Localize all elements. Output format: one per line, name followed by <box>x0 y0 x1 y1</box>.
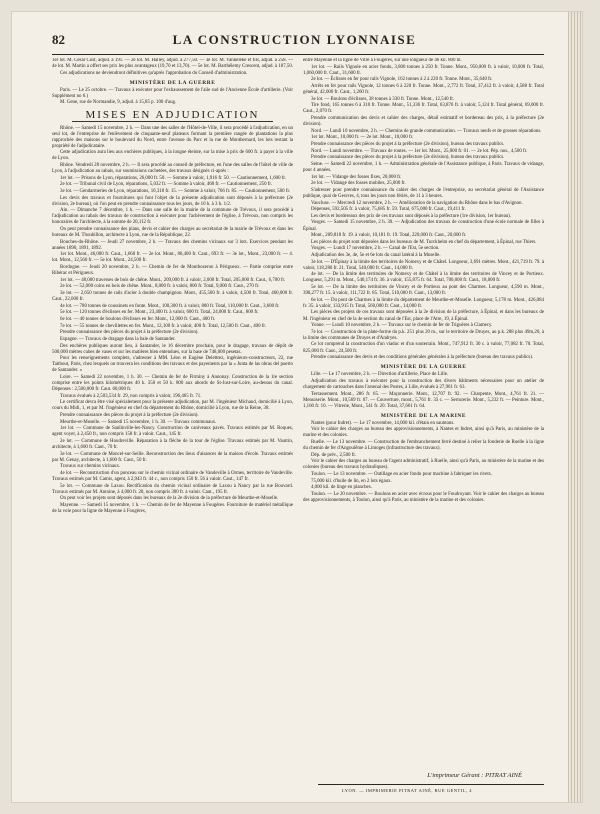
notice-paragraph: Toulon. — Le 20 novembre. — Boulons en acier avec écrous pour le Foudroyant. Voir le cahier des charges au bureau des approvisionnements, à Toulon, ainsi qu'à Paris, au ministère de la marine et des colonies. <box>303 492 544 504</box>
notice-paragraph: Cette adjudication aura lieu aux enchères publiques, à la longue éteinte, sur la mise à prix de 600 fr. à payer à la ville de Lyon. <box>52 150 293 162</box>
notice-paragraph: S'adresser pour prendre connaissance du cahier des charges de l'entreprise, au secrétariat général de l'Assistance publique, quai de Gesvres, 4, tous les jours non fériés, de 11 à 3 heures. <box>303 187 544 199</box>
notice-paragraph: Vaucluse. — Mercredi 12 novembre, 2 h. — Amélioration de la navigation du Rhône dans le bas d'Avignon. <box>311 200 523 206</box>
notice-paragraph: Bordogne. — Jeudi 20 novembre, 2 h. — Chemin de fer de Montbozeron à Périgueux. — Partie comprise entre Ribérac et Périgueux. <box>52 265 293 277</box>
notice-paragraph: Prendre connaissance des devis et des conditions générales générales à la préfecture (bureau des travaux publics). <box>311 355 534 361</box>
notice-paragraph: Arrêts en fer pour rails Vignole, 12 tonnes 6 à 220 fr. Tonne. Mont., 2,772 fr. Total, 37,412 fr. à valoir, 4,588 fr. Total général, 42,000 fr. Caut., 1,260 fr. <box>303 83 544 96</box>
page-header <box>52 32 544 55</box>
notice-paragraph: Lille. — Le 17 novembre, 2 h. — Direction d'artillerie, Place de Lille. <box>311 372 449 378</box>
notice-paragraph: Prendre communication des devis et cahier des charges, détail estimatif et bordereau des prix, à la préfecture (2e division). <box>303 115 544 128</box>
notice-paragraph: Les devis et bordereaux des prix de ces travaux sont déposés à la préfecture (1re division, 1er bureau). <box>311 213 512 219</box>
notice-paragraph: entre Mayenne et la ligne de Vitré à Fougères, sur une longueur de 46 kil. 800 m. <box>303 58 462 63</box>
notice-paragraph: Nord. — Lundi novembre. — Travaux de routes. — 1er lot. Mont., 25,000 fr. 01. — 2e lot. Pép. nos., 4,500 fr. <box>311 148 528 154</box>
notice-paragraph: Nantes (pour Indret). — Le 17 novembre, 14,000 kil. d'étain en saumons. <box>311 420 455 426</box>
notice-paragraph: Travaux évalués à 2,503,534 fr. 29, non compris à valoir, 196,465 fr. 71. <box>60 393 202 399</box>
notice-paragraph: Prendre connaissance des pièces du projet à la préfecture (2e division). <box>60 413 199 419</box>
notice-paragraph: 1er lot. — Vidange des fosses fixes, 20,000 fr. <box>311 174 402 180</box>
footer-rule <box>318 784 544 785</box>
notice-paragraph: Ain. — Dimanche 7 décembre, 1 h. — Dans une salle de la mairie de la commune de Trévoux, il sera procédé à l'adjudication au rabais des travaux de construction à exécuter pour l'achèvement de l'église, à Trévoux, non compris les honoraires de l'architecte, à la somme de 20,112 fr. <box>52 208 293 226</box>
notice-paragraph: Ruelle. — Le 13 novembre. — Construction de l'embranchement ferré destiné à relier la fonderie de Ruelle à la ligne du chemin de fer d'Angoulême à Limoges (infrastructure des travaux). <box>303 440 544 452</box>
notice-paragraph: Rhône. Vendredi 28 novembre, 2 h. — Il sera procédé au conseil de préfecture, en l'une des salles de l'hôtel de ville de Lyon, à l'adjudication au rabais, sur soumissions cachetées, des travaux désignés ci-après : <box>52 163 293 175</box>
notice-paragraph: 1er lot. — Commune de Sanlinville-les-Nancy. Construction de caniveaux pavés. Travaux estimés par M. Roques, agent voyer, à 2,450 fr., non compris 158 fr. à valoir. Caut., 145 fr. <box>52 426 293 438</box>
page-number: 82 <box>52 32 65 47</box>
notice-paragraph: 1er lot. — Prisons de Lyon, réparations, 26,000 fr. 50. — Somme à valoir, 1,916 fr. 50. — Cautionnement, 1,600 fr. <box>60 175 286 181</box>
notice-paragraph: Seine. — Samedi 22 novembre, 1 h. — Administration générale de l'Assistance publique, à Paris. Travaux de vidange, pour 4 années. <box>303 161 544 173</box>
notice-paragraph: Adjudication des 3e, 4e, 5e et 6e lots du canal latéral à la Moselle. <box>311 253 441 259</box>
notice-paragraph: 4e lot. — 780 tonnes de coussinets en fonte. Mont., 100,300 fr. à valoir, 800 fr. Total, 110,000 fr. Caut., 3,600 fr. <box>60 303 280 309</box>
notice-paragraph: On peut voir les projets sont déposés dans les bureaux de la 2e division de la préfecture de Meurthe-et-Moselle. <box>60 496 279 502</box>
notice-paragraph: M. Gene, rue de Normandie, 9, adjud. à 15,85 p. 100 d'aug. <box>60 100 177 106</box>
notice-paragraph: Vosges. — Samedi 15 novembre, 2 h. 30. — Adjudication des travaux de construction d'une école normale de filles à Épinal. <box>303 220 544 232</box>
notice-paragraph: 5e lot. — De la limite des territoires de Vincey et de Portieux au pont des Charmes. Longueur, 4,590 m. Mont., 398,277 fr. 15. à valoir, 111,722 fr. 85. Total, 510,000 fr. Caut., 13,000 fr. <box>303 285 544 297</box>
notice-paragraph: 2e lot. — Vidange des fosses mobiles, 25,000 fr. <box>311 181 406 187</box>
right-column <box>303 58 544 768</box>
notice-paragraph: Paris. — Le 25 octobre. — Travaux à exécuter pour l'exhaussement de l'aile sud de l'Ancienne École d'artillerie. (Voir Supplément no 6.) <box>52 87 293 99</box>
notice-paragraph: 3e lot. — Boulons d'éclisses, 38 tonnes à 330 fr. Tonne. Mont., 12,540 fr. <box>311 96 454 102</box>
notice-paragraph: Loire. — Samedi 22 novembre, 1 h. 30. — Chemin de fer de Firminy à Annonay. Construction de la 1re section comprise entre les points kilométriques 40 k. 350 et 50 k. 800 aux abords de St-Just-sur-Loire, au-dessus du canal. Dépenses : 2,500,000 fr. Caut. 60,000 fr. <box>52 375 293 393</box>
notice-paragraph: Le certificat devra être visé spécialement pour la présente adjudication, par M. l'ingénieur Michaud, domicilié à Lyon, cours du Midi, 1, et par M. l'ingénieur en chef du département du Rhône, domicilié à Lyon, rue de la Reine, 38. <box>52 400 293 412</box>
notice-paragraph: Dép. de prév., 2,500 fr. <box>311 452 356 458</box>
notice-paragraph: Toulon. — Le 13 novembre. — Outillage en acier fondu pour machine à fabriquer les rivets. <box>311 472 492 478</box>
notice-paragraph: 4e lot. — Reconstruction d'un ponceau sur le chemin vicinal ordinaire de Vandeville à Ormes, territoire de Vandeville. Travaux estimés par M. Camis, agent, à 2,943 fr. 44 c., non compris 150 fr. 56 à valoir. Caut., 147 fr. <box>52 471 293 483</box>
journal-title: LA CONSTRUCTION LYONNAISE <box>172 32 417 47</box>
notice-paragraph: 7e lot. — 55 tonnes de chevillettes en fer. Mont., 12,100 fr. à valoir, 400 fr. Total, 12,500 fr. Caut., 400 fr. <box>60 323 266 329</box>
notice-paragraph: 2e lot. — 52,000 coins en bois de chêne. Mont., 8,000 fr. à valoir, 800 fr. Total, 9,000 fr. Caut., 270 fr. <box>60 284 260 290</box>
notice-paragraph: Prendre connaissance des pièces du projet à la préfecture (2e division), bureau des travaux publics. <box>311 141 505 147</box>
notice-paragraph: Prendre connaissance des pièces du projet à la préfecture (2e division). <box>60 330 199 336</box>
notice-paragraph: Bouches-du-Rhône. — Jeudi 27 novembre, 2 h. — Travaux des chemins vicinaux sur 3 lots. Exercices pendant les années 1890, 1891, 1892. <box>52 239 293 251</box>
section-title: MISES EN ADJUDICATION <box>85 108 260 121</box>
printer-imprint: LYON. — IMPRIMERIE PITRAT AINÉ, RUE GENTIL, 4 <box>342 788 472 793</box>
notice-paragraph: 1er lot. — Rails Vignole en acier fondu, 3,800 tonnes à 250 fr. Tonne. Mont., 950,000 fr. à valoir, 10,000 fr. Total, 1,060,000 fr. Caut., 31,600 fr. <box>303 64 544 76</box>
notice-paragraph: 2e lot. — Tribunal civil de Lyon, réparations, 5,032 fr. — Somme à valoir, 468 fr. — Cautionnement, 250 fr. <box>60 182 272 188</box>
notice-paragraph: Vosges. — Lundi 17 novembre, 2 h. — Canal de l'Est, 5e section. <box>311 246 440 252</box>
notice-paragraph: Ces adjudications ne deviendront définitives qu'après l'approbation du Conseil d'administration. <box>60 70 248 76</box>
journal-page <box>12 12 582 802</box>
notice-paragraph: Voir le cahier des charges au bureau des approvisionnements, à Nantes et Indret, ainsi qu'à Paris, au ministère de la marine et des colonies. <box>303 427 544 439</box>
notice-paragraph: 3e lot. — Commune de Moncel-sur-Seille. Reconstruction des lieux d'aisances de la maison d'école. Travaux estimés par M. Genay, architecte, à 1,600 fr. Caut., 50 fr. <box>52 451 293 463</box>
left-column <box>52 58 293 768</box>
ministry-heading: MINISTÈRE DE LA MARINE <box>380 412 467 419</box>
notice-paragraph: Nord. — Lundi 10 novembre, 2 h. — Chemins de grande communication. — Travaux neufs et de grosses réparations. <box>311 128 542 134</box>
notice-paragraph: 1er lot. M. César Cost, adjud. à 191. — 2e lot. M. Halley, adjud. à 277,50. — 3e lot. M. Vankeleke et fils, adjud. à 258. — 4e lot. M. Martin a offert ses prix les plus avantageux (19,70 et 13,70). — 5e lot. M. Barthélemy Crescent, adjud. à 107,50. <box>52 58 293 70</box>
notice-paragraph: Les devis des travaux et fournitures qui font l'objet de la présente adjudication sont déposés à la préfecture (2e division, 2e bureau), où l'on peut en prendre connaissance tous les jours, de 10 h. à 3 h. 1/2. <box>52 195 293 207</box>
ministry-heading: MINISTÈRE DE LA GUERRE <box>380 364 467 371</box>
notice-paragraph: 6e lot. — 40 tonnes de boulons d'éclisses en fer. Mont., 12,000 fr. Caut., 400 fr. <box>60 317 216 323</box>
notice-paragraph: 4,000 kil. de linge en planches. <box>311 485 372 491</box>
notice-paragraph: Rhône. — Samedi 15 novembre, 2 h. — Dans une des salles de l'Hôtel-de-Ville, il sera procédé à l'adjudication, en un seul lot, de l'entreprise de l'enlèvement de cinquante-neuf plateaux formant la première rangée de plantations la plus rapprochée des maisons sur le boulevard du Nord, entre l'avenue du Parc et la rue de Montbernard, les lots restant la propriété de l'adjudicataire. <box>52 125 293 149</box>
notice-paragraph: 2e lot. — Éclisses en fer pour rails Vignole, 162 tonnes à 2 à 220 fr. Tonne. Mont., 35,640 fr. <box>311 77 493 83</box>
notice-paragraph: Terrassement. Mont., 286 fr. 65. — Maçonnerie. Mont., 12,707 fr. 92. — Charpente, Mont., 4,761 fr. 21. — Menuiserie. Mont., 10,569 fr. 07. — Couverture, mont., 5,761 fr. 33 c. — Serrurerie. Mont., 5,232 fr. — Peinture. Mont., 1,160 fr. 10. — Vitrerie, Mont., 541 fr. 20. Total, 37,661 fr. 64. <box>303 391 544 409</box>
notice-paragraph: 5e lot. — Commune de Laxou. Rectification du chemin vicinal ordinaire de Laxou à Nancy par la rue Bouvard. Travaux estimés par M. Antoine, à 4,000 fr. 20, non compris 300 fr. à valoir. Caut., 195 fr. <box>52 483 293 495</box>
notice-paragraph: 5e lot. — 120 tonnes d'éclisses en fer. Mont., 23,400 fr. à valoir, 600 fr. Total, 24,000 fr. Caut., 800 fr. <box>60 310 259 316</box>
notice-paragraph: Les pièces du projet sont déposées dans les bureaux de M. Turckheim en chef du département, à Épinal, rue Thiers. <box>311 239 537 245</box>
notice-paragraph: Voir le cahier des charges au bureau de l'agent administratif, à Ruelle, ainsi qu'à Paris, au ministère de la marine et des colonies (bureau des travaux hydrauliques). <box>303 459 544 471</box>
notice-paragraph: On peut prendre connaissance des plans, devis et cahier des charges au secrétariat de la mairie de Trévoux et dans les bureaux de M. Thoubillon, architecte à Lyon, rue de la République, 22. <box>52 227 293 239</box>
text-columns <box>52 58 544 768</box>
notice-paragraph: Espagne. — Travaux de dragage dans la baie de Santander. <box>60 336 176 342</box>
notice-paragraph: 1er lot. Mont., 10,000 fr. — 2e lot. Mont., 10,000 fr. <box>311 135 414 141</box>
notice-paragraph: Ce lot comprend la construction d'un viaduc et d'un souterrain. Mont., 747,912 fr. 30 c. à valoir, 77,082 fr. 70. Total, 825,000 fr. Caut., 24,500 fr. <box>303 342 544 354</box>
notice-paragraph: 3e lot. — Gendarmeries de Lyon, réparations, 10,318 fr. 15. — Somme à valoir, 766 fr. 85. — Cautionnement, 500 fr. <box>60 189 291 194</box>
notice-paragraph: Tire fond, 165 tonnes 6 à 310 fr. Tonne. Mont., 51,336 fr. Total, 63,876 fr. à valoir, 5,124 fr. Total général, 69,000 fr. Caut., 2,070 fr. <box>303 103 544 115</box>
notice-paragraph: Dépenses, 592,505 fr. à valoir, 75,685 fr. 59. Total, 675,000 fr. Caut., 19,411 fr. <box>311 207 466 213</box>
notice-paragraph: 75,000 kil. d'huile de lin, en 2 lots égaux. <box>311 478 392 484</box>
notice-paragraph: 4e lot. — De la limite des territoires de Nomexy et de Châtel à la limite des territoires de Vincey et de Portieux. Longueur, 5,291 m. Mont., 540,174 fr. 36. à valoir, 155,875 fr. 64. Total, 700,000 fr. Caut., 18,000 fr. <box>303 272 544 284</box>
notice-paragraph: Des enchères publiques auront lieu, à Santander, le 16 décembre prochain, pour le dragage, travaux de dépôt de 500,000 mètres cubes de vases et sur les matières bien entendues, sur la base de 748,000 pesetas. <box>52 343 293 355</box>
notice-paragraph: 6e lot. — Du pont de Charmes à la limite du département de Meurthe-et-Moselle. Longueur, 5,178 m. Mont., 426,084 fr. 35. à valoir, 133,915 fr. Total, 560,000 fr. Caut., 14,000 fr. <box>303 297 544 309</box>
notice-paragraph: 2e lot. — Commune de Houdreville. Réparation à la flèche de la tour de l'église. Travaux estimés par M. Vautrin, architecte, à 1,600 fr. Caut., 70 fr. <box>52 439 293 451</box>
notice-paragraph: 7e lot. — Construction de la plate-forme du p.k. 251 plus 20 m., sur le territoire de Druyes, au p.k. 288 plus 49m,20, à la limite des communes de Druyes et d'Andryes. <box>303 329 544 341</box>
title-rule <box>72 121 273 122</box>
notice-paragraph: Yonne. — Lundi 10 novembre, 2 h. — Travaux sur le chemin de fer de Triguères à Clamecy. <box>311 323 493 329</box>
ministry-heading: MINISTÈRE DE LA GUERRE <box>129 79 216 86</box>
page-edge <box>568 12 582 802</box>
notice-paragraph: 3e lot. — D'Épinay à la limite des territoires de Nomexy et de Châtel. Longueur, 3,691 mètres. Mont., 421,719 fr. 79. à valoir, 118,280 fr. 21. Total, 540,000 fr. Caut., 14,000 fr. <box>303 259 544 271</box>
notice-paragraph: Prendre connaissance des pièces du projet à la préfecture (2e division), bureau des travaux publics. <box>311 155 505 161</box>
notice-paragraph: 1er lot. Mont., 46,000 fr. Caut., 1,660 fr. — 2e lot. Mont., 80,400 fr. Caut., 693 fr. — 3e lot., Mont., 23,000 fr. — 4. lot. Mont., 12,560 fr. — 5e lot. Mont., 24,500 fr. <box>52 252 293 264</box>
notice-paragraph: Mont., 209,818 fr. 19. à valoir, 10,181 fr. 19. Total, 220,000 fr. Caut., 20,000 fr. <box>311 233 467 239</box>
notice-paragraph: Adjudication des travaux à exécuter pour la construction des divers bâtiments nécessaires pour un atelier de chargement de cartouches dans l'arsenal des Postes, à Lille, évalués à 27,961 fr. 63. <box>303 378 544 390</box>
notice-paragraph: Travaux sur chemins vicinaux. <box>60 464 121 470</box>
printer-manager-line: L'imprimeur Gérant : PITRAT AINÉ <box>427 772 522 779</box>
notice-paragraph: 1er lot. — 48,000 traverses de bois de chêne. Mont., 209,000 fr. à valoir, 2,000 fr. Total, 205,000 fr. Caut., 6,700 fr. <box>60 277 286 283</box>
notice-paragraph: Pour les renseignements complets, s'adresser à MM. Léon et Eugène Delettrez, ingénieurs-constructeurs, 22, rue Taitbout, Paris, chez lesquels on trouvera les conditions des travaux et des payements par la « Junta de las obras del puerto de Santander. » <box>52 356 293 374</box>
notice-paragraph: Mayenne. — Samedi 15 novembre, 1 h. — Chemin de fer de Mayenne à Fougères. Fourniture de matériel métallique de la voie pour la ligne de Mayenne à Fougères, <box>52 503 293 515</box>
notice-paragraph: Les pièces des projets de ces travaux sont déposées à la 2e division de la préfecture, à Épinal, et dans les bureaux de M. l'ingénieur en chef de la 4e section du canal de l'Est, place de l'Atre, 19, à Épinal. <box>303 310 544 322</box>
notice-paragraph: Meurthe-et-Moselle. — Samedi 15 novembre, 1 h. 30. — Travaux communaux. <box>60 419 217 425</box>
notice-paragraph: 3e lot. — 2,650 tonnes de rails d'acier à double champignon. Mont., 455,500 fr. à valoir, 4,500 fr. Total, 460,000 fr. Caut., 22,000 fr. <box>52 291 293 303</box>
